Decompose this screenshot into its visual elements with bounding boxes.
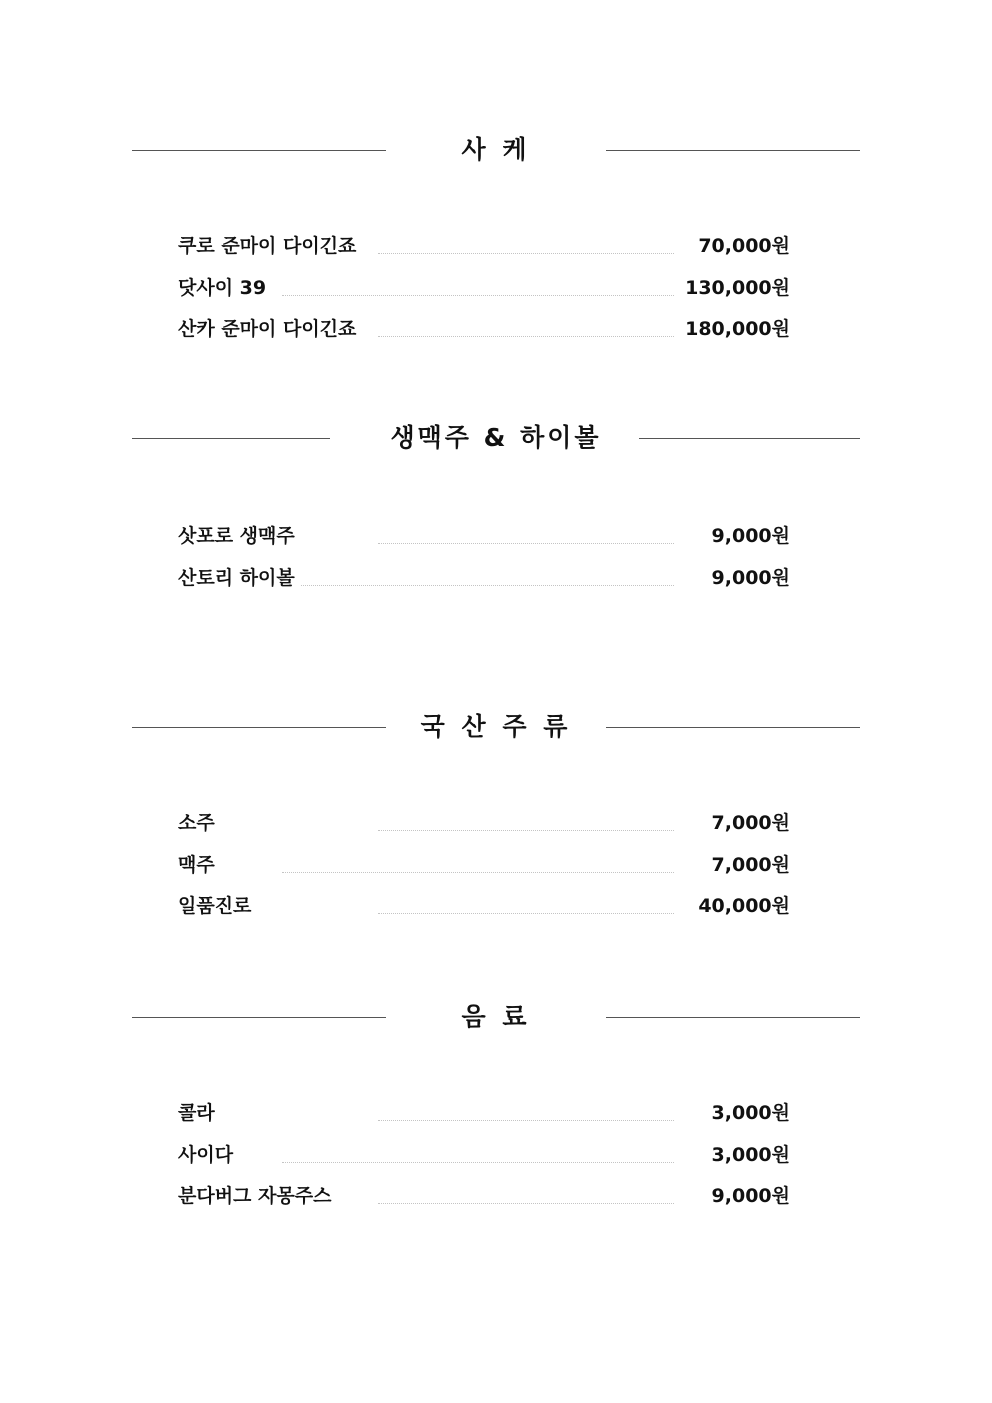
divider-line-right bbox=[606, 1017, 860, 1018]
menu-item-price: 7,000원 bbox=[711, 812, 790, 834]
menu-item-name: 일품진로 bbox=[178, 892, 257, 920]
section-title: 음 료 bbox=[461, 1002, 531, 1031]
menu-item-name: 산카 준마이 다이긴죠 bbox=[178, 315, 362, 343]
dotted-leader bbox=[378, 253, 674, 254]
menu-item bbox=[0, 1182, 992, 1224]
menu-item-name: 닷사이 39 bbox=[178, 274, 272, 302]
menu-item-price: 9,000원 bbox=[711, 566, 790, 589]
dotted-leader bbox=[282, 872, 674, 873]
divider-line-right bbox=[606, 727, 860, 728]
menu-item bbox=[0, 809, 992, 851]
menu-item bbox=[0, 315, 992, 357]
menu-item-name: 산토리 하이볼 bbox=[178, 564, 301, 592]
menu-item-price: 3,000원 bbox=[711, 1102, 790, 1124]
menu-item-name: 소주 bbox=[178, 809, 221, 837]
menu-item-price: 7,000원 bbox=[711, 853, 790, 876]
dotted-leader bbox=[378, 1203, 674, 1204]
section-header bbox=[0, 707, 992, 747]
section-beverages bbox=[0, 997, 992, 1224]
menu-list bbox=[0, 809, 992, 934]
menu-item bbox=[0, 1099, 992, 1141]
menu-item-price: 40,000원 bbox=[698, 895, 790, 917]
dotted-leader bbox=[378, 830, 674, 831]
menu-item-price: 9,000원 bbox=[711, 1185, 790, 1207]
section-title: 사 케 bbox=[461, 135, 531, 164]
menu-item-price: 9,000원 bbox=[711, 525, 790, 547]
dotted-leader bbox=[282, 1162, 674, 1163]
menu-item-name: 삿포로 생맥주 bbox=[178, 522, 301, 550]
divider-line-right bbox=[606, 150, 860, 151]
section-domestic-liquor bbox=[0, 707, 992, 934]
menu-item bbox=[0, 892, 992, 934]
menu-list bbox=[0, 232, 992, 357]
menu-list bbox=[0, 1099, 992, 1224]
menu-list bbox=[0, 522, 992, 605]
menu-item-name: 콜라 bbox=[178, 1099, 221, 1127]
section-title: 생맥주 & 하이볼 bbox=[390, 423, 602, 452]
dotted-leader bbox=[282, 585, 674, 586]
section-title: 국 산 주 류 bbox=[420, 712, 572, 741]
section-header bbox=[0, 997, 992, 1037]
menu-item-name: 사이다 bbox=[178, 1141, 239, 1169]
menu-item bbox=[0, 1141, 992, 1183]
section-draft-beer-highball bbox=[0, 418, 992, 605]
menu-item-price: 70,000원 bbox=[698, 235, 790, 257]
section-sake bbox=[0, 130, 992, 357]
menu-item-name: 맥주 bbox=[178, 851, 221, 879]
dotted-leader bbox=[282, 295, 674, 296]
dotted-leader bbox=[378, 913, 674, 914]
dotted-leader bbox=[378, 336, 674, 337]
section-header bbox=[0, 130, 992, 170]
menu-item-price: 130,000원 bbox=[685, 276, 790, 299]
divider-line-right bbox=[639, 438, 860, 439]
menu-item bbox=[0, 232, 992, 274]
dotted-leader bbox=[378, 1120, 674, 1121]
menu-item bbox=[0, 851, 992, 893]
menu-item-name: 분다버그 자몽주스 bbox=[178, 1182, 337, 1210]
menu-item bbox=[0, 564, 992, 606]
menu-item-name: 쿠로 준마이 다이긴죠 bbox=[178, 232, 362, 260]
section-header bbox=[0, 418, 992, 458]
menu-item bbox=[0, 522, 992, 564]
menu-item bbox=[0, 274, 992, 316]
dotted-leader bbox=[378, 543, 674, 544]
menu-item-price: 3,000원 bbox=[711, 1143, 790, 1166]
menu-item-price: 180,000원 bbox=[685, 318, 790, 340]
